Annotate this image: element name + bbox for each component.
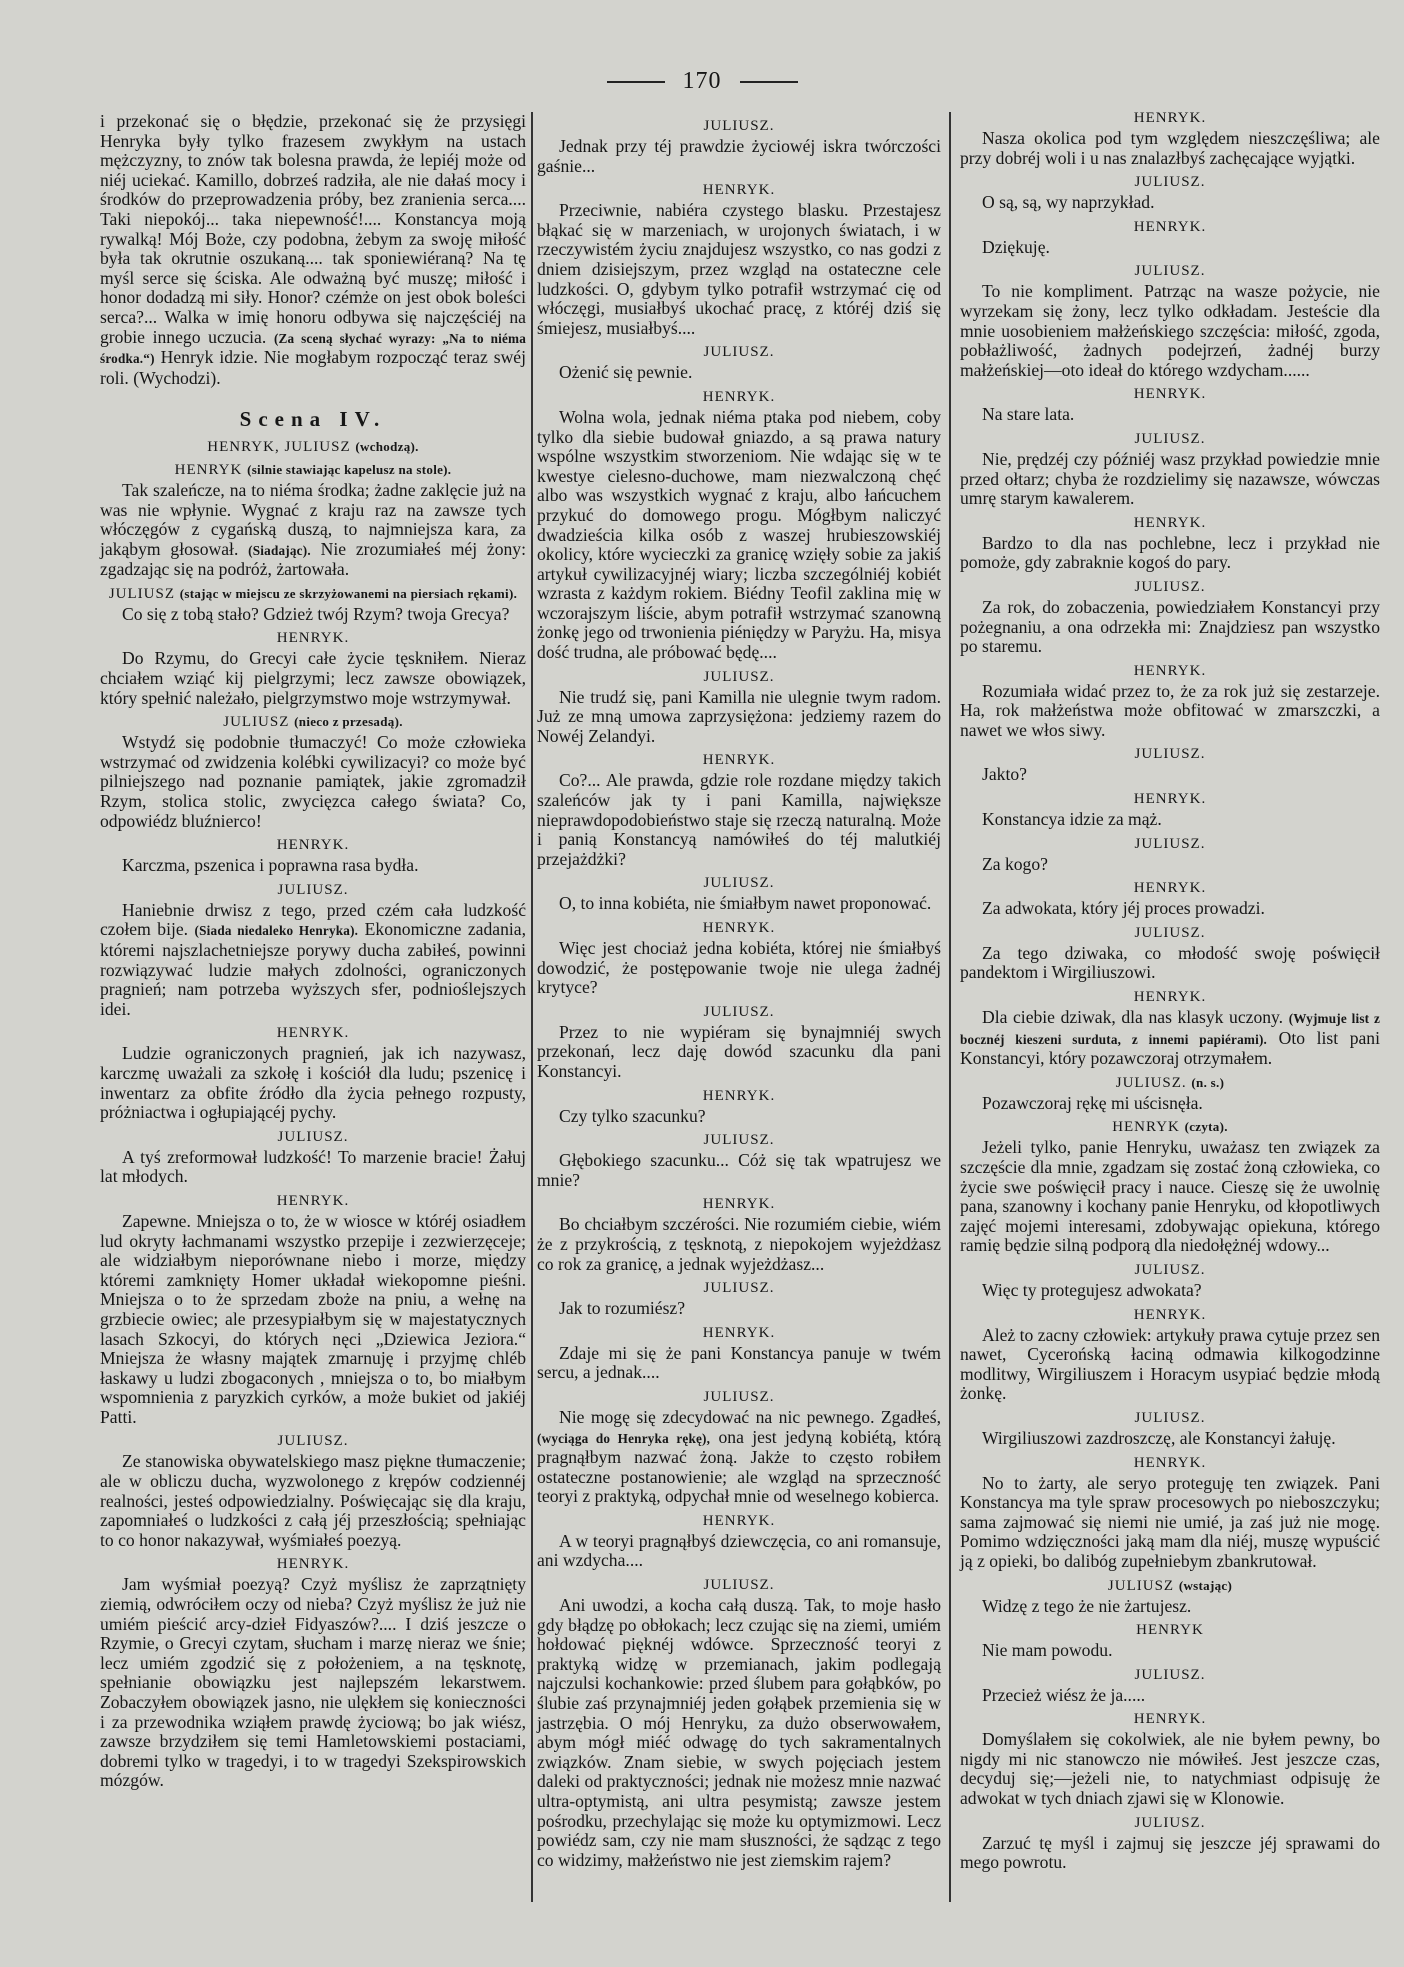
speaker-heading <box>960 745 1380 763</box>
speaker-name: HENRYK. <box>276 630 350 647</box>
speaker-heading <box>960 924 1380 942</box>
dialogue-paragraph <box>537 771 941 869</box>
speaker-heading <box>100 836 526 854</box>
speaker-heading <box>960 430 1380 448</box>
speaker-name: HENRYK <box>1136 1622 1204 1639</box>
speaker-heading <box>960 790 1380 808</box>
dialogue-paragraph <box>960 1834 1380 1873</box>
speaker-heading <box>100 629 526 647</box>
speaker-heading <box>100 713 526 731</box>
speaker-heading <box>960 1074 1380 1092</box>
dialogue-paragraph <box>100 649 526 708</box>
dialogue-text: Wirgiliuszowi zazdroszczę, ale Konstancyi żałuję. <box>982 1427 1336 1448</box>
speaker-heading <box>960 1409 1380 1427</box>
speaker-heading <box>100 438 526 456</box>
dialogue-paragraph <box>100 605 526 625</box>
dialogue-paragraph <box>100 1452 526 1550</box>
dialogue-text: Za kogo? <box>982 853 1048 874</box>
speaker-name: JULIUSZ. <box>1134 1666 1206 1683</box>
speaker-name: HENRYK. <box>702 182 776 199</box>
page-number <box>0 68 1404 95</box>
dialogue-text: Nie trudź się, pani Kamilla nie ulegnie twym radom. Już ze mną umowa zaprzysiężona: jedziemy razem do Nowéj Zelandyi. <box>537 686 941 746</box>
speaker-name: HENRYK. <box>702 752 776 769</box>
speaker-name: HENRYK. <box>1133 514 1207 531</box>
dialogue-text: To nie kompliment. Patrząc na wasze pożycie, nie wyrzekam się żony, lecz tylko odkładam. Jesteście dla mnie uosobieniem małżeńskiego szczęścia: miłość, zgoda, pobłażliwość, żadnych podejrzeń, żadnéj burzy małżeńskiej—oto ideał do którego wzdycham...... <box>960 281 1380 380</box>
speaker-heading <box>960 578 1380 596</box>
dialogue-text: Przez to nie wypiéram się bynajmniéj swych przekonań, lecz daję dowód szacunku dla pani Konstancyi. <box>537 1021 941 1081</box>
speaker-name: HENRYK. <box>1133 662 1207 679</box>
dialogue-paragraph <box>960 1474 1380 1572</box>
stage-direction: (n. s.) <box>1191 1074 1225 1090</box>
dialogue-text: Czy tylko szacunku? <box>559 1105 706 1126</box>
dialogue-text: Zdaje mi się że pani Konstancya panuje w twém sercu, a jednak.... <box>537 1342 941 1383</box>
speaker-name: HENRYK. <box>1133 386 1207 403</box>
speaker-name: JULIUSZ. <box>277 1128 349 1145</box>
dialogue-paragraph <box>100 856 526 876</box>
speaker-name: JULIUSZ <box>223 714 290 731</box>
speaker-name: JULIUSZ. <box>1134 1261 1206 1278</box>
dialogue-paragraph <box>960 1008 1380 1069</box>
speaker-heading <box>100 1024 526 1042</box>
speaker-heading <box>960 1306 1380 1324</box>
speaker-name: JULIUSZ. <box>1115 1074 1187 1091</box>
dialogue-text: Za adwokata, który jéj proces prowadzi. <box>982 898 1265 919</box>
dialogue-paragraph <box>960 944 1380 983</box>
dialogue-text: Więc ty protegujesz adwokata? <box>982 1279 1202 1300</box>
speaker-name: HENRYK. <box>702 1087 776 1104</box>
dialogue-text: Więc jest chociaż jedna kobiéta, której nie śmiałbyś dowodzić, że postępowanie twoje nie ulega żadnéj krytyce? <box>537 938 941 998</box>
dialogue-text: Karczma, pszenica i poprawna rasa bydła. <box>122 855 419 876</box>
dialogue-text: Wolna wola, jednak niéma ptaka pod niebem, coby tylko dla siebie budował gniazdo, a są prawa natury wspólne wszystkim stworzeniom. Nie wdając się w te kwestye cielesno-duchowe, mam niezwalczoną chęć albo was wszystkich wygnać z kraju, albo łańcuchem przykuć do domowego progu. Mógłbym naliczyć dwadzieścia kilka osób z waszej hrubieszowskiéj okolicy, które wycieczki za granicę wzięły sobie za jakiś artykuł cywilizacyjnéj wiary; liczba szczególniéj kobiét wzrasta z każdym rokiem. Biédny Teofil zaklina mię w wczorajszym liście, abym potrafił wstrzymać szanowną żonkę jego od trwonienia piéniędzy w Paryżu. Ha, misya dość trudna, ale próbować będę.... <box>537 406 941 663</box>
dialogue-text: Nie mogę się zdecydować na nic pewnego. Zgadłeś, <box>559 1406 941 1427</box>
speaker-name: HENRYK. <box>702 920 776 936</box>
dialogue-paragraph <box>100 1575 526 1791</box>
dialogue-text: ona jest jedyną kobiétą, którą pragnąłbym nazwać żoną. Jakże to często robiłem ostateczne postanowienie; ale wzgląd na sprzeczność teoryi z praktyką, odpychał mnie od weselnego kobierca. <box>537 1426 941 1507</box>
dialogue-text: Widzę z tego że nie żartujesz. <box>982 1595 1192 1616</box>
speaker-name: JULIUSZ. <box>1134 174 1206 191</box>
speaker-heading <box>537 117 941 135</box>
speaker-name: HENRYK. <box>276 1556 350 1573</box>
speaker-name: HENRYK. <box>1133 791 1207 808</box>
speaker-name: JULIUSZ. <box>703 1577 775 1594</box>
dialogue-text: Ależ to zacny człowiek: artykuły prawa cytuje przez sen nawet, Cycerońską łaciną odmawia kilkogodzinne modlitwy, Wirgiliuszem i Horacym usypiać będzie młodą żonkę. <box>960 1324 1380 1404</box>
dialogue-paragraph <box>537 939 941 998</box>
speaker-heading <box>960 1814 1380 1832</box>
stage-direction: (Siadając). <box>248 542 311 558</box>
dialogue-text: Ożenić się pewnie. <box>559 362 693 383</box>
speaker-heading <box>960 835 1380 853</box>
speaker-name: HENRYK. <box>702 388 776 405</box>
dialogue-paragraph <box>960 899 1380 919</box>
speaker-name: JULIUSZ. <box>1134 430 1206 447</box>
speaker-heading <box>100 1555 526 1573</box>
dialogue-paragraph <box>960 1138 1380 1256</box>
speaker-name: HENRYK <box>1112 1119 1180 1136</box>
speaker-name: JULIUSZ. <box>277 1433 349 1450</box>
speaker-name: JULIUSZ. <box>1134 746 1206 763</box>
speaker-name: JULIUSZ. <box>703 1003 775 1020</box>
dialogue-paragraph <box>960 1641 1380 1661</box>
dialogue-text: A tyś zreformował ludzkość! To marzenie bracie! Żałuj lat młodych. <box>100 1146 526 1187</box>
dialogue-text: Przecież wiész że ja..... <box>982 1684 1146 1705</box>
page-number-dash-left <box>607 81 665 83</box>
page-number-dash-right <box>740 81 798 83</box>
speaker-name: JULIUSZ. <box>703 668 775 685</box>
dialogue-text: Pozawczoraj rękę mi uścisnęła. <box>982 1092 1203 1113</box>
stage-direction: (wyciąga do Henryka rękę), <box>537 1430 711 1446</box>
speaker-heading <box>537 181 941 199</box>
dialogue-paragraph <box>537 1023 941 1082</box>
speaker-name: HENRYK <box>174 461 243 478</box>
speaker-heading <box>537 919 941 937</box>
speaker-name: JULIUSZ. <box>703 875 775 892</box>
speaker-heading <box>100 881 526 899</box>
speaker-name: JULIUSZ. <box>1134 835 1206 852</box>
speaker-name: JULIUSZ. <box>703 344 775 361</box>
speaker-heading <box>537 1195 941 1213</box>
dialogue-text: Nie, prędzéj czy późniéj wasz przykład powiedzie mnie przed ołtarz; chyba że rozdzielimy się nazawsze, wówczas umrę starym kawalerem. <box>960 448 1380 509</box>
speaker-name: JULIUSZ <box>1107 1577 1175 1594</box>
dialogue-text: Dziękuję. <box>982 236 1050 257</box>
speaker-name: HENRYK. <box>1133 989 1207 1006</box>
dialogue-paragraph <box>960 1730 1380 1808</box>
speaker-heading <box>537 1003 941 1021</box>
speaker-heading <box>960 1577 1380 1595</box>
dialogue-paragraph <box>100 733 526 831</box>
dialogue-paragraph <box>960 193 1380 213</box>
dialogue-text: Za tego dziwaka, co młodość swoję poświęcił pandektom i Wirgiliuszowi. <box>960 942 1380 983</box>
dialogue-text: Co?... Ale prawda, gdzie role rozdane między takich szaleńców jak ty i pani Kamilla, największe nieprawdopodobieństwo staje się rzeczą naturalną. Może i panią Konstancyą namówiłeś do téj malutkiéj przejażdżki? <box>537 770 941 869</box>
dialogue-text: Jakto? <box>982 764 1027 785</box>
dialogue-text: O są, są, wy naprzykład. <box>982 192 1155 213</box>
dialogue-text: Przeciwnie, nabiéra czystego blasku. Przestajesz błąkać się w marzeniach, w urojonych światach, i w rzeczywistém życiu znajdujesz wszystko, co nas godzi z dniem dzisiejszym, przez wzgląd na ostateczne cele ludzkości. O, gdybym tylko potrafił wstrzymać cię od włóczęgi, musiałbyś ukochać pracę, z któréj dziś się śmiejesz, musiałbyś.... <box>537 200 941 338</box>
speaker-name: JULIUSZ. <box>703 1388 775 1405</box>
speaker-name: HENRYK. <box>702 1512 776 1529</box>
speaker-heading <box>537 874 941 892</box>
dialogue-text: Jak to rozumiész? <box>559 1298 686 1319</box>
speaker-heading <box>537 1131 941 1149</box>
speaker-heading <box>960 109 1380 127</box>
dialogue-text: Domyślałem się cokolwiek, ale nie byłem pewny, bo nigdy mi nic stanowczo nie mówiłeś. Jest jeszcze czas, decyduj się;—jeżeli nie, to natychmiast odpisuję że adwokat w tych dniach zjawi się w Klonowie. <box>960 1729 1380 1809</box>
speaker-heading <box>960 218 1380 236</box>
dialogue-text: Zapewne. Mniejsza o to, że w wiosce w któréj osiadłem lud okryty łachmanami wszystko przepije i zezwierzęceje; ale widziałbym nieporównane niebo i morze, między któremi zamknięty Homer układał wiekopomne pieśni. Mniejsza o to że sprzedam zboże na pniu, a wełnę na grzbiecie owiec; ale przesypiałbym się w majestatycznych lasach Szkocyi, do których nęci „Dziewica Jeziora.“ Mniejsza że własny majątek zmarnuję i przyjmę chléb łaskawy u ludzi zbogaconych , mniejsza o to, bo miałbym wspomnienia z paryzkich cyrków, a może bukiet od jakiéj Patti. <box>100 1210 526 1427</box>
speaker-heading <box>100 1432 526 1450</box>
dialogue-paragraph <box>537 1215 941 1274</box>
dialogue-paragraph <box>100 1148 526 1187</box>
speaker-heading <box>960 1621 1380 1639</box>
stage-direction: (stając w miejscu ze skrzyżowanemi na piersiach rękami). <box>179 585 518 601</box>
dialogue-paragraph <box>960 1326 1380 1404</box>
dialogue-paragraph <box>537 894 941 914</box>
speaker-name: HENRYK. <box>702 1196 776 1213</box>
dialogue-text: Jeżeli tylko, panie Henryku, uważasz ten związek za szczęście dla mnie, zgadzam się zostać żoną człowieka, co życie swe poświęcił pracy i nauce. Cieszę się że uwolnię pana, szanowny i kochany panie Henryku, od kłopotliwych zajęć mojemi interesami, zdobywając opiekuna, którego ramię będzie silną podporą dla niedołężnéj wdowy... <box>960 1137 1380 1256</box>
dialogue-paragraph <box>960 855 1380 875</box>
dialogue-paragraph <box>960 765 1380 785</box>
dialogue-text: Tak szaleńcze, na to niéma środka; żadne zaklęcie już na was nie wpłynie. Wygnać z kraju raz na zawsze tych włóczęgów z cygańską duszą, to najmniejsza kara, za jakąbym głosował. <box>100 479 526 559</box>
dialogue-paragraph <box>537 1151 941 1190</box>
speaker-name: HENRYK. <box>1133 218 1207 235</box>
speaker-name: JULIUSZ. <box>703 118 775 134</box>
dialogue-paragraph <box>537 1299 941 1319</box>
speaker-heading <box>537 1279 941 1297</box>
dialogue-text: Dla ciebie dziwak, dla nas klasyk uczony. <box>982 1007 1289 1028</box>
speaker-heading <box>537 1576 941 1594</box>
speaker-name: JULIUSZ. <box>1134 578 1206 595</box>
speaker-name: JULIUSZ. <box>1134 263 1206 280</box>
dialogue-paragraph <box>960 534 1380 573</box>
speaker-heading <box>537 751 941 769</box>
dialogue-paragraph <box>960 238 1380 258</box>
stage-direction: (wstając) <box>1178 1577 1233 1593</box>
stage-direction: (czyta). <box>1184 1119 1228 1135</box>
dialogue-text: Na stare lata. <box>982 404 1075 425</box>
dialogue-text: Haniebnie drwisz z tego, przed czém cała ludzkość czołem bije. <box>100 899 526 940</box>
dialogue-paragraph <box>960 1429 1380 1449</box>
dialogue-paragraph <box>537 1532 941 1571</box>
speaker-name: HENRYK. <box>1133 1454 1207 1471</box>
column-divider <box>531 112 533 1902</box>
dialogue-text: Oto list pani Konstancyi, który pozawczoraj otrzymałem. <box>960 1027 1380 1069</box>
speaker-heading <box>960 173 1380 191</box>
dialogue-paragraph <box>537 1107 941 1127</box>
speaker-heading <box>537 1087 941 1105</box>
dialogue-paragraph <box>960 1597 1380 1617</box>
dialogue-text: Nie mam powodu. <box>982 1640 1113 1661</box>
dialogue-paragraph <box>537 137 941 176</box>
dialogue-text: Nie zrozumiałeś méj żony: zgadzając się na podróż, żartowała. <box>100 538 526 580</box>
dialogue-paragraph <box>537 1408 941 1507</box>
dialogue-paragraph <box>100 112 526 388</box>
dialogue-text: Zarzuć tę myśl i zajmuj się jeszcze jéj sprawami do mego powrotu. <box>960 1832 1380 1873</box>
dialogue-text: Nasza okolica pod tym względem nieszczęśliwa; ale przy dobréj woli i u nas znalazłbyś zachęcające wyjątki. <box>960 128 1380 168</box>
speaker-name: HENRYK. <box>276 1025 350 1042</box>
speaker-heading <box>537 343 941 361</box>
stage-direction: (Siada niedaleko Henryka). <box>194 923 359 939</box>
page-number-value: 170 <box>682 68 722 94</box>
dialogue-paragraph <box>100 1212 526 1428</box>
dialogue-text: Ze stanowiska obywatelskiego masz piękne tłumaczenie; ale w obliczu ducha, wyzwolonego z krępów codziennéj realności, jesteś odpowiedzialny. Poświęcając się dla kraju, zapomniałeś o ludzkości z całą jéj przeszłością; spełniając to co honor nakazywał, wyśmiałeś poezyą. <box>100 1451 526 1550</box>
speaker-name: JULIUSZ. <box>703 1132 775 1149</box>
speaker-name: HENRYK. <box>1133 1711 1207 1728</box>
dialogue-paragraph <box>100 481 526 580</box>
speaker-name: JULIUSZ <box>108 585 175 602</box>
speaker-name: HENRYK. <box>1133 880 1207 897</box>
dialogue-text: Ani uwodzi, a kocha całą duszą. Tak, to moje hasło gdy błądzę po obłokach; lecz czując się na ziemi, umiém hołdować pięknéj wdówce. Sprzeczność teoryi z praktyką widzę w przemianach, jakim podlegają najczulsi kochankowie: przed ślubem para gołąbków, po ślubie zaś przynajmniéj jeden gołąbek przemienia się w jastrzębia. O mój Henryku, za dużo obserwowałem, abym mógł miéć odwagę do tych sakramentalnych związków. Znam siebie, w swych pojęciach jestem daleki od praktyczności; jednak nie możesz mnie nazwać ultra-optymistą, ani ultra pesymistą; zawsze jestem pośrodku, przechylając się może ku optymizmowi. Lecz powiédz sam, czy nie mam słuszności, że sądząc z tego co widzimy, małżeństwo nie jest ziemskim rajem? <box>537 1595 941 1870</box>
speaker-heading <box>960 1118 1380 1136</box>
speaker-heading <box>537 388 941 406</box>
stage-direction: (silnie stawiając kapelusz na stole). <box>247 461 452 477</box>
dialogue-paragraph <box>960 405 1380 425</box>
dialogue-paragraph <box>537 408 941 663</box>
dialogue-paragraph <box>960 129 1380 168</box>
dialogue-paragraph <box>960 682 1380 741</box>
dialogue-text: Za rok, do zobaczenia, powiedziałem Konstancyi przy pożegnaniu, a ona odrzekła mi: Znajdziesz pan wszystko po staremu. <box>960 596 1380 657</box>
dialogue-text: Konstancya idzie za mąż. <box>982 809 1162 830</box>
stage-direction: (wchodzą). <box>355 438 419 454</box>
speaker-heading <box>960 988 1380 1006</box>
speaker-heading <box>100 461 526 479</box>
text-column-1 <box>100 112 526 1793</box>
speaker-name: JULIUSZ. <box>703 1280 775 1297</box>
speaker-heading <box>537 668 941 686</box>
dialogue-paragraph <box>537 1596 941 1870</box>
dialogue-text: O, to inna kobiéta, nie śmiałbym nawet proponować. <box>559 893 932 914</box>
dialogue-text: Bardzo to dla nas pochlebne, lecz i przykład nie pomoże, gdy zabraknie kogoś do pary. <box>960 532 1380 573</box>
stage-direction: (Za sceną słychać wyrazy: „Na to niéma środka.“) <box>100 330 526 367</box>
dialogue-text: Ekonomiczne zadania, któremi najszlachetniejsze porywy ducha zabiłeś, powinni rozwiązywać ludzie małych zdolności, ograniczonych pragnień; nam potrzeba wyższych sfer, podnioślejszych idei. <box>100 919 526 1019</box>
dialogue-paragraph <box>537 1344 941 1383</box>
speaker-heading <box>960 385 1380 403</box>
dialogue-paragraph <box>537 201 941 338</box>
dialogue-paragraph <box>960 1686 1380 1706</box>
stage-direction: (nieco z przesadą). <box>294 714 403 730</box>
speaker-name: JULIUSZ. <box>1134 924 1206 941</box>
dialogue-text: Głębokiego szacunku... Cóż się tak wpatrujesz we mnie? <box>537 1150 941 1190</box>
dialogue-text: Jam wyśmiał poezyą? Czyż myślisz że zaprzątnięty ziemią, odwróciłem oczy od nieba? Czyż myślisz że już nie umiém pieścić arcy-dzieł Fidyaszów?.... I dziś jeszcze o Rzymie, o Grecyi czytam, słucham i marzę nieraz we śnie; lecz umiém zgodzić się z położeniem, a na tęsknotę, spełnianie obowiązku jest najlepszém lekarstwem. Zobaczyłem obowiązek jasno, nie ulękłem się konieczności i za przewodnika wziąłem prawdę życiową; bo jak wiész, zawsze brzydziłem się temi Hamletowskiemi postaciami, dobremi tylko w tragedyi, i to w tragedyi Szekspirowskich mózgów. <box>100 1574 526 1791</box>
dialogue-text: A w teoryi pragnąłbyś dziewczęcia, co ani romansuje, ani wzdycha.... <box>537 1530 941 1571</box>
dialogue-paragraph <box>100 901 526 1020</box>
speaker-heading <box>100 1128 526 1146</box>
column-divider <box>949 112 951 1902</box>
speaker-heading <box>537 1512 941 1530</box>
dialogue-paragraph <box>960 810 1380 830</box>
text-column-2 <box>537 112 941 1872</box>
dialogue-text: Henryk idzie. Nie mogłabym rozpocząć teraz swéj roli. (Wychodzi). <box>100 347 526 388</box>
speaker-heading <box>100 1192 526 1210</box>
speaker-heading <box>537 1388 941 1406</box>
speaker-heading <box>537 1324 941 1342</box>
dialogue-text: Rozumiała widać przez to, że za rok już się zestarzeje. Ha, rok małżeństwa może obfitować w zmarszczki, a nawet we włos siwy. <box>960 680 1380 740</box>
dialogue-paragraph <box>960 450 1380 509</box>
speaker-name: JULIUSZ. <box>1134 1814 1206 1831</box>
dialogue-paragraph <box>537 363 941 383</box>
speaker-heading <box>960 879 1380 897</box>
dialogue-paragraph <box>960 282 1380 380</box>
dialogue-paragraph <box>100 1044 526 1122</box>
dialogue-text: Do Rzymu, do Grecyi całe życie tęskniłem. Nieraz chciałem wziąć kij pielgrzymi; lecz zawsze obowiązek, który spełnić należało, pielgrzymstwo moje wstrzymywał. <box>100 648 526 708</box>
dialogue-text: Bo chciałbym szczérości. Nie rozumiém ciebie, wiém że z przykrością, z tęsknotą, z niepokojem wyjeżdżasz co rok za granicę, a jednak wyjeżdżasz... <box>537 1214 941 1274</box>
dialogue-text: Wstydź się podobnie tłumaczyć! Co może człowieka wstrzymać od zwidzenia kolébki cywilizacyi? co może być pilniejszego nad poznanie pamiątek, jakie zgromadził Rzym, stolica stolic, zwycięzca całego świata? Co, odpowiédz bluźnierco! <box>100 732 526 831</box>
speaker-heading <box>960 1710 1380 1728</box>
stage-direction: (Wyjmuje list z bocznéj kieszeni surduta, z innemi papiérami). <box>960 1011 1381 1047</box>
text-column-3 <box>960 104 1380 1875</box>
dialogue-paragraph <box>960 1281 1380 1301</box>
dialogue-text: Jednak przy téj prawdzie życiowéj iskra twórczości gaśnie... <box>537 136 941 176</box>
dialogue-text: Co się z tobą stało? Gdzież twój Rzym? twoja Grecya? <box>122 603 510 624</box>
speaker-heading <box>960 262 1380 280</box>
speaker-heading <box>960 514 1380 532</box>
speaker-name: JULIUSZ. <box>1134 1409 1206 1426</box>
dialogue-paragraph <box>537 688 941 747</box>
scene-heading: Scena IV. <box>239 407 387 432</box>
dialogue-text: Ludzie ograniczonych pragnień, jak ich nazywasz, karczmę uważali za szkołę i kościół dla ludu; pszenicę i inwentarz za obfite źródło dla życia pełnego rozpusty, próżniactwa i ogłupiającéj pychy. <box>100 1043 526 1123</box>
speaker-heading <box>960 1261 1380 1279</box>
dialogue-text: i przekonać się o błędzie, przekonać się że przysięgi Henryka były tylko frazesem zwykłym na ustach mężczyzny, to znów tak bolesna prawda, że lepiéj może od niéj uciekać. Kamillo, dobrześ radziła, ale nie dałaś mocy i środków do przeprowadzenia próby, bez zranienia serca.... Taki niepokój... taka niepewność!.... Konstancya moją rywalką! Mój Boże, czy podobna, żebym za swoję miłość była tak okrutnie oszukaną.... tak sponiewiéraną? Na tę myśl serce się ściska. Ale odważną być muszę; miłość i honor dodadzą mi siły. Honor? czémże on jest obok boleści serca?... Walka w imię honoru odbywa się najczęściéj na grobie innego uczucia. <box>100 111 526 347</box>
dialogue-paragraph <box>960 598 1380 657</box>
speaker-name: HENRYK. <box>1133 1306 1207 1323</box>
speaker-heading <box>960 1666 1380 1684</box>
dialogue-text: No to żarty, ale seryo proteguję ten związek. Pani Konstancya ma tyle spraw procesowych po nieboszczyku; sama zajmować się niemi nie umié, ja zaś już nie mogę. Pomimo wdzięczności jaką mam dla niéj, muszę wypuścić ją z opieki, bo dalibóg zupełniebym zbankrutował. <box>960 1472 1380 1571</box>
dialogue-paragraph <box>960 1094 1380 1114</box>
speaker-name: HENRYK. <box>276 1192 350 1209</box>
speaker-name: JULIUSZ. <box>277 881 349 898</box>
speaker-heading <box>100 585 526 603</box>
speaker-name: HENRYK. <box>1133 110 1207 126</box>
speaker-name: HENRYK. <box>276 837 350 854</box>
speaker-name: HENRYK. <box>702 1324 776 1341</box>
speaker-heading <box>960 1454 1380 1472</box>
speaker-heading <box>960 662 1380 680</box>
speaker-name: HENRYK, JULIUSZ <box>207 438 351 455</box>
